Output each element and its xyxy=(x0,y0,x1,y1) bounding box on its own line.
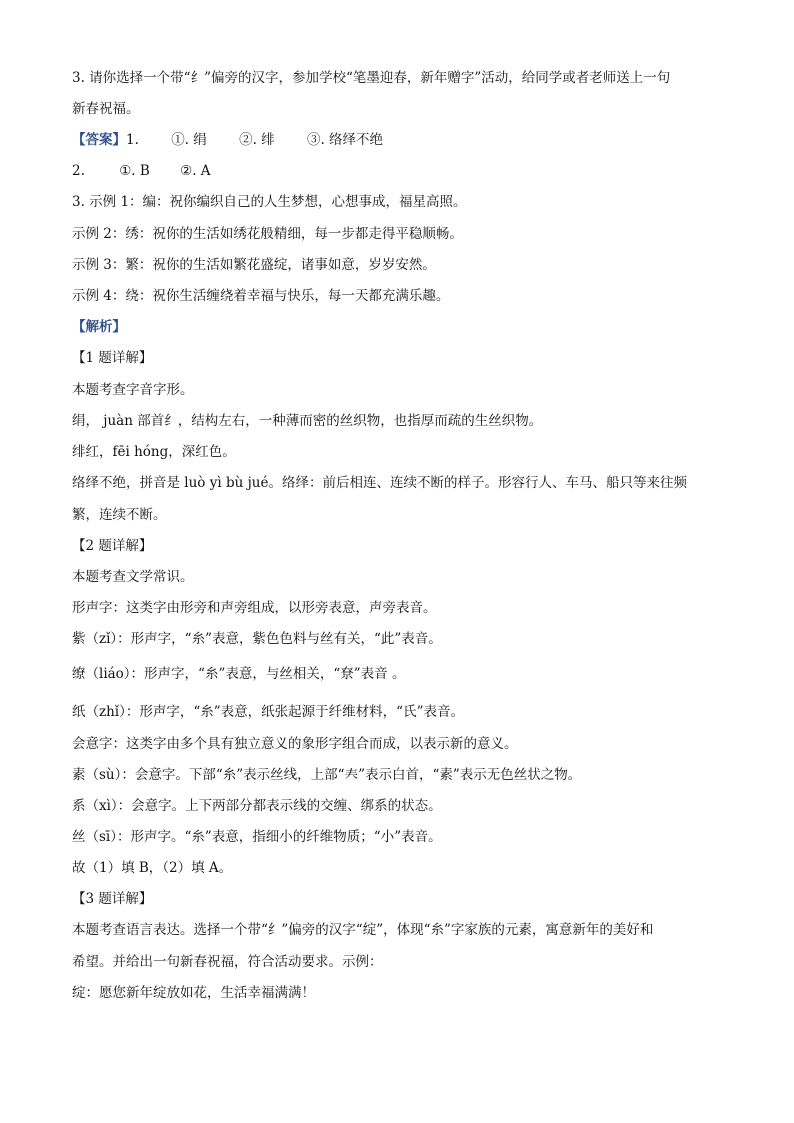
question-3-line-2: 新春祝福。 xyxy=(72,101,140,117)
q2-line-10: 故（1）填 B，（2）填 A。 xyxy=(72,860,233,876)
answer-3-example-4: 示例 4：绕：祝你生活缠绕着幸福与快乐，每一天都充满乐趣。 xyxy=(72,288,450,304)
q2-line-9: 丝（sī）：形声字。“糸”表意，指细小的纤维物质；“小”表音。 xyxy=(72,829,442,845)
answer-3-example-1: 3. 示例 1：编：祝你编织自己的人生梦想，心想事成，福星高照。 xyxy=(72,194,467,210)
answer-3-example-3: 示例 3：繁：祝你的生活如繁花盛绽，诸事如意，岁岁安然。 xyxy=(72,257,436,273)
q2-line-6: 会意字：这类字由多个具有独立意义的象形字组合而成，以表示新的意义。 xyxy=(72,736,518,752)
q1-heading: 【1 题详解】 xyxy=(72,350,153,366)
answer-1-item-2: ②. 绯 xyxy=(239,132,275,148)
answer-line-2 xyxy=(72,161,211,181)
q2-line-4: 缭（liáo）：形声字，“糸”表意，与丝相关，“尞”表音 。 xyxy=(72,666,406,682)
answer-2-item-2: ②. A xyxy=(180,163,211,179)
q1-line-3: 绯红，fēi hóng，深红色。 xyxy=(72,444,236,460)
q1-line-5: 繁，连续不断。 xyxy=(72,507,167,523)
answer-label: 【答案】 xyxy=(72,132,126,148)
q1-line-4: 络绎不绝，拼音是 luò yì bù jué。络绎：前后相连、连续不断的样子。形容行人、车马、船只等来往频 xyxy=(72,475,687,491)
q2-line-1: 本题考查文学常识。 xyxy=(72,569,194,585)
q2-line-3: 紫（zǐ）：形声字，“糸”表意，紫色色料与丝有关，“此”表音。 xyxy=(72,631,442,647)
q2-line-5: 纸（zhǐ）：形声字，“糸”表意，纸张起源于纤维材料，“氏”表音。 xyxy=(72,704,464,720)
answer-1-item-3: ③. 络绎不绝 xyxy=(306,132,384,148)
analysis-label: 【解析】 xyxy=(72,319,126,335)
q3-line-3: 绽：愿您新年绽放如花，生活幸福满满！ xyxy=(72,985,315,1001)
q2-line-8: 系（xì）：会意字。上下两部分都表示线的交缠、绑系的状态。 xyxy=(72,798,442,814)
q2-heading: 【2 题详解】 xyxy=(72,538,153,554)
q3-heading: 【3 题详解】 xyxy=(72,891,153,907)
answer-3-example-2: 示例 2：绣：祝你的生活如绣花般精细，每一步都走得平稳顺畅。 xyxy=(72,226,463,242)
q2-line-2: 形声字：这类字由形旁和声旁组成，以形旁表意，声旁表音。 xyxy=(72,600,437,616)
q3-line-1: 本题考查语言表达。选择一个带“纟”偏旁的汉字“绽”，体现“糸”字家族的元素，寓意新年的美好和 xyxy=(72,922,654,938)
q3-line-2: 希望。并给出一句新春祝福，符合活动要求。示例： xyxy=(72,954,383,970)
answer-line-1 xyxy=(72,130,383,150)
question-3-line-1: 3. 请你选择一个带“纟”偏旁的汉字，参加学校“笔墨迎春，新年赠字”活动，给同学或者老师送上一句 xyxy=(72,70,671,86)
q1-line-1: 本题考查字音字形。 xyxy=(72,382,194,398)
answer-1-prefix: 1. xyxy=(126,132,139,148)
q2-line-7: 素（sù）：会意字。下部“糸”表示丝线，上部“𡗗”表示白首，“素”表示无色丝状之物。 xyxy=(72,767,582,783)
answer-2-prefix: 2. xyxy=(72,163,85,179)
answer-2-item-1: ①. B xyxy=(119,163,150,179)
q1-line-2: 绢， juàn 部首纟，结构左右，一种薄而密的丝织物，也指厚而疏的生丝织物。 xyxy=(72,413,543,429)
answer-1-item-1: ①. 绢 xyxy=(171,132,207,148)
